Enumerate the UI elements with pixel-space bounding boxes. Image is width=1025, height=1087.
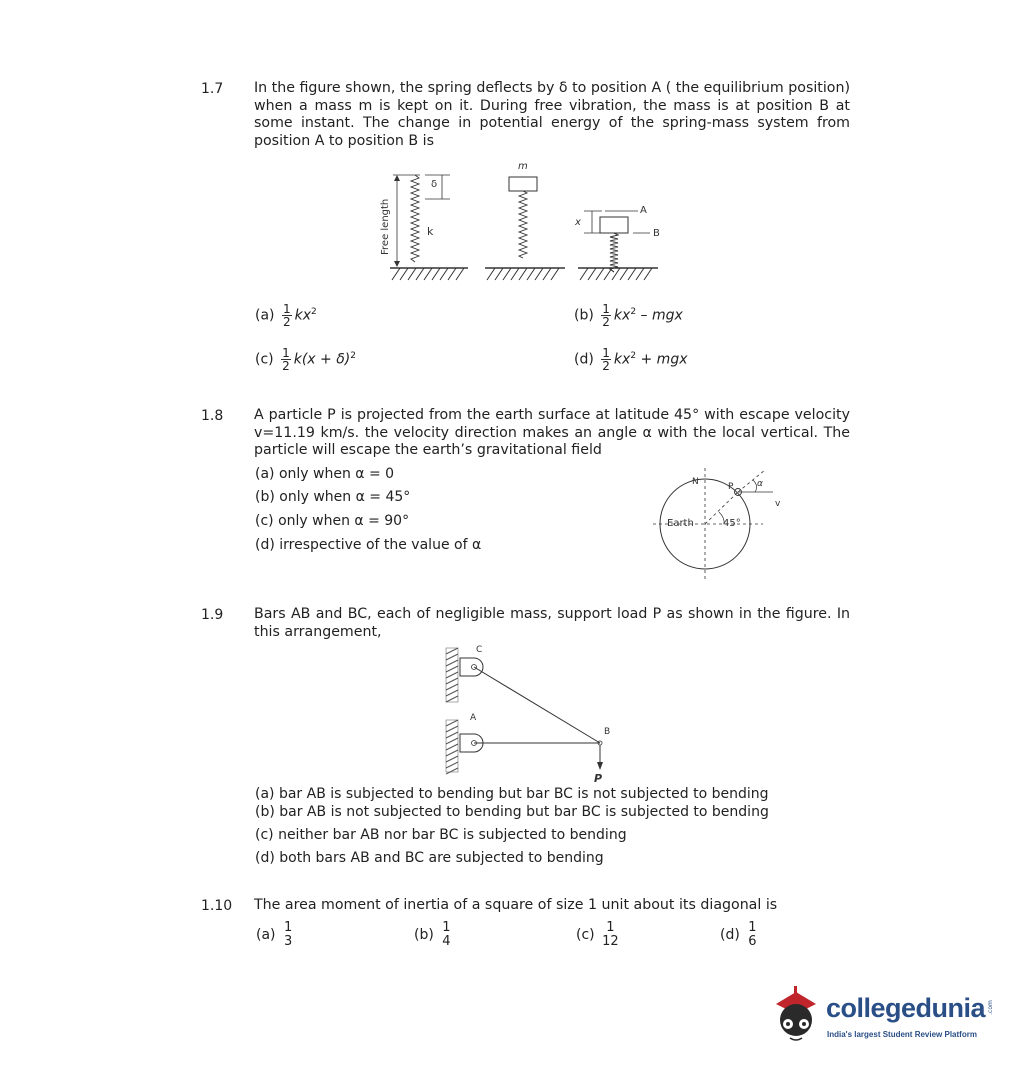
brand-name: collegedunia [826,993,986,1023]
option-a[interactable]: (a) 1 3 [256,920,293,949]
option-b[interactable]: (b) bar AB is not subjected to bending but bar BC is subjected to bending [255,804,769,820]
question-number: 1.8 [201,408,224,424]
joint-c-label: C [476,645,483,655]
free-length-label: Free length [380,198,391,255]
option-c[interactable]: (c) neither bar AB nor bar BC is subjected to bending [255,827,627,843]
option-c[interactable]: (c) 1 12 [576,920,619,949]
option-d[interactable]: (d) irrespective of the value of α [255,537,482,553]
option-b[interactable]: (b) only when α = 45° [255,489,411,505]
earth-figure [645,462,795,582]
position-a-label: A [640,205,647,216]
question-text: A particle P is projected from the earth surface at latitude 45° with escape velocity v=11.19 km/s. the velocity direction makes an angle α with the local vertical. The particle will escape the earth’s gravitational field [254,407,850,458]
question-text: In the figure shown, the spring deflects by δ to position A ( the equilibrium position) when a mass m is kept on it. During free vibration, the mass is at position B at some instant. The change in potential energy of the spring-mass system from position A to position B is [254,80,850,149]
joint-a-label: A [470,713,477,723]
particle-label: P [728,482,734,492]
alpha-label: α [757,479,763,489]
option-c[interactable]: (c) only when α = 90° [255,513,410,529]
option-a[interactable]: (a) only when α = 0 [255,466,395,482]
question-number: 1.9 [201,607,224,623]
position-b-label: B [653,228,660,239]
angle-label: 45° [723,518,741,529]
option-c[interactable]: (c) $\frac{1}{2}$ $k(x + \delta)^2$ [255,346,356,373]
option-b[interactable]: (b) $\frac{1}{2}$ $kx^2$ – mgx [574,302,683,329]
question-number: 1.7 [201,81,224,97]
joint-b-label: B [604,727,611,737]
delta-label: δ [431,179,438,190]
north-label: N [692,477,699,487]
logo-icon [766,982,826,1052]
brand-tagline: India's largest Student Review Platform [827,1030,977,1039]
option-b[interactable]: (b) 1 4 [414,920,451,949]
option-a[interactable]: (a) bar AB is subjected to bending but bar BC is not subjected to bending [255,786,769,802]
mass-label: m [518,161,528,172]
earth-label: Earth [667,518,694,529]
bars-figure [440,640,620,785]
question-text: The area moment of inertia of a square of size 1 unit about its diagonal is [254,897,778,913]
load-p-label: P [594,772,603,785]
x-label: x [575,217,581,228]
question-text: Bars AB and BC, each of negligible mass, support load P as shown in the figure. In this arrangement, [254,606,850,640]
spring-mass-figure [370,155,670,290]
option-d[interactable]: (d) $\frac{1}{2}$ $kx^2$ + mgx [574,346,688,373]
option-a[interactable]: (a) $\frac{1}{2}$ $kx^2$ [255,302,317,329]
k-label: k [427,225,434,238]
option-d[interactable]: (d) both bars AB and BC are subjected to bending [255,850,604,866]
brand-domain: .com [986,1000,994,1015]
option-d[interactable]: (d) 1 6 [720,920,757,949]
velocity-label: v [775,499,781,509]
question-number: 1.10 [201,898,233,914]
